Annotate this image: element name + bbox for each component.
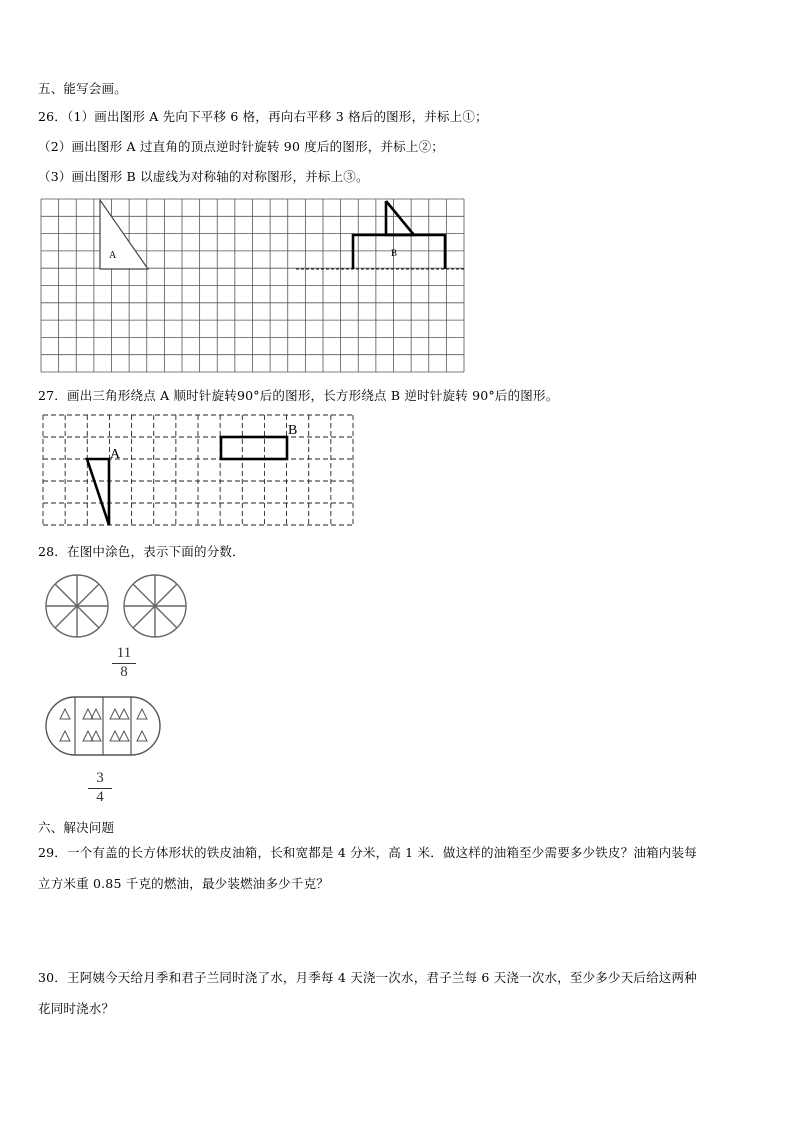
fraction-2-denominator: 4 xyxy=(96,789,104,805)
figure-26-grid xyxy=(40,198,465,373)
rectangle-b xyxy=(221,437,287,459)
fraction-three-quarters xyxy=(88,770,112,806)
question-26-part-3: （3）画出图形 B 以虚线为对称轴的对称图形，并标上③。 xyxy=(38,169,369,184)
question-30-line-1: 30．王阿姨今天给月季和君子兰同时浇了水，月季每 4 天浇一次水，君子兰每 6 天浇一次水，至少多少天后给这两种 xyxy=(38,970,697,985)
question-26-part-2: （2）画出图形 A 过直角的顶点逆时针旋转 90 度后的图形，并标上②； xyxy=(38,139,444,154)
question-27: 27．画出三角形绕点 A 顺时针旋转90°后的图形，长方形绕点 B 逆时针旋转 90°后的图形。 xyxy=(38,388,559,403)
shape-b-label: B xyxy=(391,248,398,258)
point-a-label: A xyxy=(110,447,121,462)
shape-b-outline xyxy=(353,235,445,269)
shape-a-triangle xyxy=(100,200,148,269)
triangle-a xyxy=(87,459,109,525)
section-heading-6: 六、解决问题 xyxy=(38,820,115,835)
question-30-line-2: 花同时浇水？ xyxy=(38,1001,115,1016)
question-29-line-2: 立方米重 0.85 千克的燃油，最少装燃油多少千克？ xyxy=(38,876,329,891)
question-26-part-1: 26．（1）画出图形 A 先向下平移 6 格，再向右平移 3 格后的图形，并标上①； xyxy=(38,109,488,124)
point-b-label: B xyxy=(288,423,298,438)
fraction-2-numerator: 3 xyxy=(96,770,104,786)
figure-27-grid xyxy=(42,414,354,526)
question-28: 28．在图中涂色，表示下面的分数． xyxy=(38,544,245,559)
fraction-1-denominator: 8 xyxy=(120,664,128,680)
shape-b-top xyxy=(386,201,414,235)
section-heading-5: 五、能写会画。 xyxy=(38,81,127,96)
triangles-oval xyxy=(44,695,164,759)
fraction-1-numerator: 11 xyxy=(116,645,132,661)
fraction-eleven-eighths xyxy=(112,645,136,681)
question-29-line-1: 29．一个有盖的长方体形状的铁皮油箱，长和宽都是 4 分米，高 1 米．做这样的油箱至少需要多少铁皮？油箱内装每 xyxy=(38,845,697,860)
shape-a-label: A xyxy=(109,250,117,261)
fraction-circles xyxy=(44,572,204,640)
